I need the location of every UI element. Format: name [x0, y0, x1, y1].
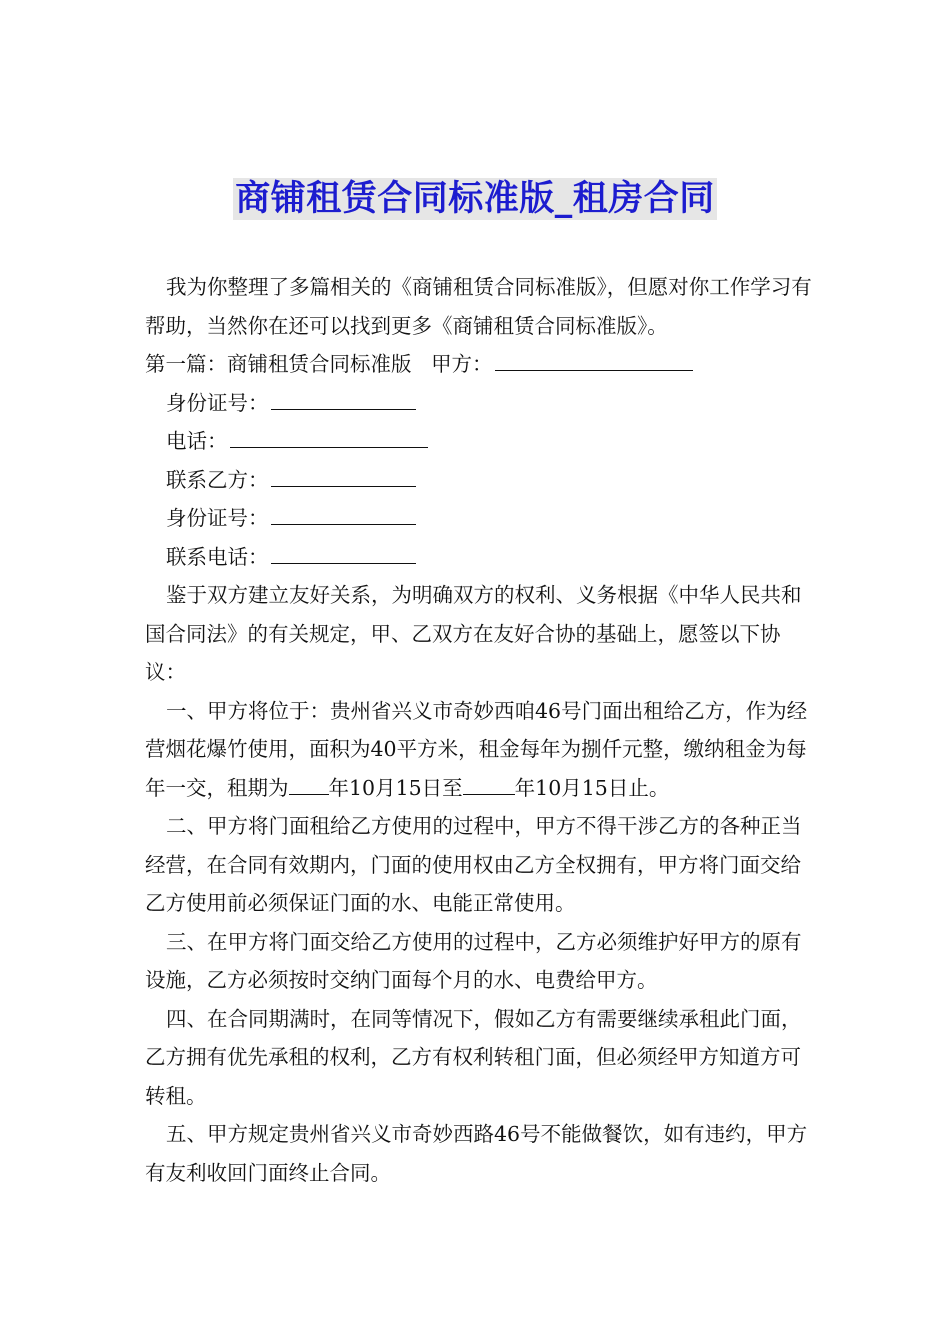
clause-1-part-1: 一、甲方将位于：贵州省兴义市奇妙西咱46号门面出租给乙方，作为经营烟花爆竹使用，面积为40平方米，租金每年为捌仟元整，缴纳租金为每年一交，租期为 — [145, 698, 808, 800]
party-a-blank — [495, 352, 693, 371]
clause-1-part-3: 年10月15日止。 — [514, 775, 670, 800]
id-number-a-blank — [271, 391, 416, 410]
clause-5-paragraph: 五、甲方规定贵州省兴义市奇妙西路46号不能做餐饮，如有违约，甲方有友利收回门面终止合同。 — [145, 1122, 808, 1185]
id-number-b-label: 身份证号： — [166, 506, 269, 530]
page-title: 商铺租赁合同标准版_租房合同 — [235, 179, 715, 219]
section-heading-line — [145, 345, 817, 384]
clause-1-paragraph — [145, 692, 817, 808]
section-heading: 第一篇：商铺租赁合同标准版 — [145, 352, 412, 376]
party-a-label: 甲方： — [431, 352, 493, 376]
party-b-field — [145, 461, 817, 500]
preamble-paragraph: 鉴于双方建立友好关系，为明确双方的权利、义务根据《中华人民共和国合同法》的有关规定，甲、乙双方在友好合协的基础上，愿签以下协议： — [145, 583, 802, 684]
clause-1-part-2: 年10月15日至 — [328, 775, 463, 800]
phone-a-label: 电话： — [166, 429, 228, 453]
id-number-a-field — [145, 384, 817, 423]
party-b-label: 联系乙方： — [166, 467, 269, 492]
intro-paragraph: 我为你整理了多篇相关的《商铺租赁合同标准版》，但愿对你工作学习有帮助，当然你在还可以找到更多《商铺租赁合同标准版》。 — [145, 275, 812, 338]
id-number-a-label: 身份证号： — [166, 390, 269, 415]
lease-start-year-blank — [289, 776, 329, 795]
lease-end-year-blank — [463, 776, 515, 795]
id-number-b-blank — [271, 506, 416, 525]
phone-b-blank — [271, 545, 416, 564]
clause-3-paragraph: 三、在甲方将门面交给乙方使用的过程中，乙方必须维护好甲方的原有设施，乙方必须按时交纳门面每个月的水、电费给甲方。 — [145, 929, 802, 992]
phone-b-field — [145, 538, 817, 577]
clause-4-paragraph: 四、在合同期满时，在同等情况下，假如乙方有需要继续承租此门面，乙方拥有优先承租的权利，乙方有权利转租门面，但必须经甲方知道方可转租。 — [145, 1006, 802, 1108]
phone-b-label: 联系电话： — [166, 544, 269, 569]
title-container — [0, 178, 950, 220]
phone-a-blank — [230, 429, 428, 448]
party-b-blank — [271, 468, 416, 487]
clause-2-paragraph: 二、甲方将门面租给乙方使用的过程中，甲方不得干涉乙方的各种正当经营，在合同有效期内，门面的使用权由乙方全权拥有，甲方将门面交给乙方使用前必须保证门面的水、电能正常使用。 — [145, 814, 802, 915]
document-body — [145, 268, 817, 1192]
phone-a-field — [145, 422, 817, 461]
id-number-b-field — [145, 499, 817, 538]
